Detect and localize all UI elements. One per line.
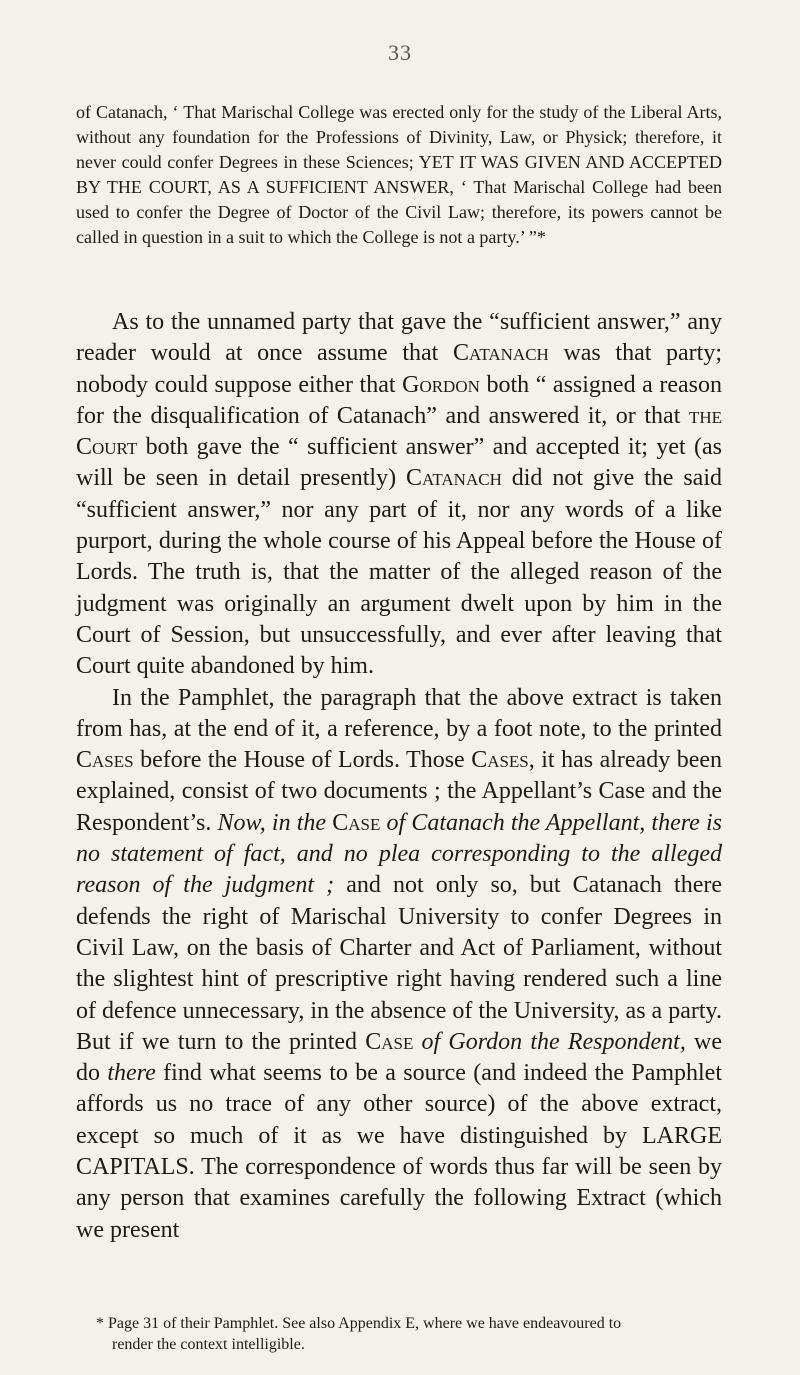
- quote-text-start: of Catanach, ‘ That Marischal College was erected only for the study of the Liberal Arts, without any foundation for the Professions of Divinity, Law, or Physick; therefore, it never could confer Degrees in these Sciences;: [76, 102, 722, 172]
- small-caps-word: Cases: [76, 747, 134, 774]
- small-caps-name: Catanach: [452, 340, 549, 367]
- footnote-line: * Page 31 of their Pamphlet. See also Appendix E, where we have endeavoured to: [96, 1315, 622, 1332]
- text: , it has already been explained, consist of two documents ; the Appellant’s Case and the Respondent’s.: [76, 747, 722, 836]
- paragraph-1: [76, 307, 722, 683]
- small-caps-word: Case: [332, 809, 381, 836]
- italic-text: there: [107, 1060, 156, 1087]
- quote-paragraph: [76, 100, 722, 250]
- quote-capitals: YET IT WAS GIVEN AND ACCEPTED BY THE COURT, AS A SUFFICIENT ANSWER,: [76, 152, 723, 197]
- footnote: [76, 1313, 722, 1355]
- text: In the Pamphlet, the paragraph that the above extract is taken from has, at the end of it, a reference, by a foot note, to the printed: [76, 684, 722, 742]
- page-number: 33: [388, 40, 412, 65]
- text: we do: [76, 1028, 723, 1087]
- small-caps-name: Catanach: [405, 465, 502, 492]
- small-caps-name: the Court: [76, 402, 722, 461]
- italic-text: of Gordon the Respondent,: [421, 1028, 686, 1055]
- text: find what seems to be a source (and indeed the Pamphlet affords us no trace of any other source) of the above extract, except so much of it as we have distinguished by LARGE CAPITALS. The correspondence of words thus far will be seen by any person that examines carefully the following Extract (which we present: [76, 1060, 723, 1243]
- italic-text: of Catanach the Appellant, there is no statement of fact, and no plea corresponding to the alleged reason of the judgment ;: [76, 809, 722, 899]
- text: [413, 1029, 421, 1055]
- footnote-line: render the context intelligible.: [112, 1336, 305, 1353]
- small-caps-word: Cases: [471, 747, 529, 774]
- text: was that party; nobody could suppose either that: [76, 340, 722, 398]
- small-caps-word: Case: [365, 1028, 414, 1055]
- small-caps-name: Gordon: [402, 371, 480, 398]
- paragraph-2: [76, 683, 722, 1246]
- text: before the House of Lords. Those: [133, 747, 472, 774]
- text: both “ assigned a reason for the disqualification of Catanach” and answered it, or that: [76, 371, 722, 429]
- text: both gave the “ sufficient answer” and accepted it; yet (as will be seen in detail presently): [76, 434, 722, 492]
- text: As to the unnamed party that gave the “sufficient answer,” any reader would at once assume that: [76, 309, 722, 367]
- quote-text-end: ‘ That Marischal College had been used to confer the Degree of Doctor of the Civil Law; therefore, its powers cannot be called in question in a suit to which the College is not a party.’ ”*: [76, 177, 722, 247]
- quoted-extract: [76, 100, 722, 250]
- text: and not only so, but Catanach there defends the right of Marischal University to confer Degrees in Civil Law, on the basis of Charter and Act of Parliament, without the slightest hint of prescriptive right having rendered such a line of defence unnecessary, in the absence of the University, as a party. But if we turn to the printed: [76, 872, 722, 1055]
- text: did not give the said “sufficient answer,” nor any part of it, nor any words of a like purport, during the whole course of his Appeal before the House of Lords. The truth is, that the matter of the alleged reason of the judgment was originally an argument dwelt upon by him in the Court of Session, but unsuccessfully, and ever after leaving that Court quite abandoned by him.: [76, 465, 722, 680]
- body-text: [76, 307, 722, 1246]
- italic-text: Now, in the: [217, 809, 327, 836]
